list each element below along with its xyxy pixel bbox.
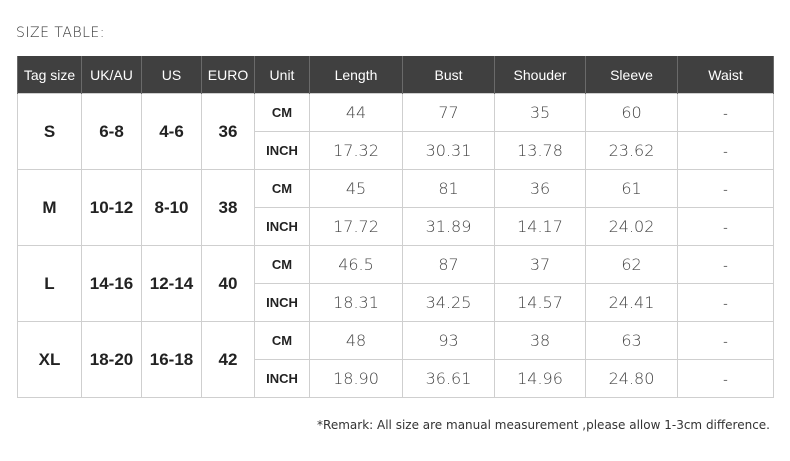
page-title: SIZE TABLE: bbox=[16, 25, 105, 41]
header-bust: Bust bbox=[403, 56, 495, 94]
header-us: US bbox=[142, 56, 202, 94]
size-table bbox=[17, 56, 774, 398]
tag-size-cell: XL bbox=[18, 322, 82, 398]
unit-cell: CM bbox=[255, 94, 310, 132]
length-cell: 18.90 bbox=[310, 360, 403, 398]
length-cell: 17.32 bbox=[310, 132, 403, 170]
sleeve-cell: 24.02 bbox=[586, 208, 678, 246]
tag-size-cell: S bbox=[18, 94, 82, 170]
header-waist: Waist bbox=[678, 56, 774, 94]
sleeve-cell: 63 bbox=[586, 322, 678, 360]
header-euro: EURO bbox=[202, 56, 255, 94]
bust-cell: 36.61 bbox=[403, 360, 495, 398]
waist-cell: - bbox=[678, 246, 774, 284]
sleeve-cell: 24.80 bbox=[586, 360, 678, 398]
tag-size-cell: L bbox=[18, 246, 82, 322]
sleeve-cell: 61 bbox=[586, 170, 678, 208]
shoulder-cell: 38 bbox=[495, 322, 586, 360]
euro-cell: 36 bbox=[202, 94, 255, 170]
euro-cell: 42 bbox=[202, 322, 255, 398]
header-shoulder: Shouder bbox=[495, 56, 586, 94]
sleeve-cell: 62 bbox=[586, 246, 678, 284]
tag-size-cell: M bbox=[18, 170, 82, 246]
header-row bbox=[18, 56, 774, 94]
us-cell: 12-14 bbox=[142, 246, 202, 322]
sleeve-cell: 23.62 bbox=[586, 132, 678, 170]
length-cell: 17.72 bbox=[310, 208, 403, 246]
bust-cell: 87 bbox=[403, 246, 495, 284]
table-row bbox=[18, 94, 774, 132]
bust-cell: 34.25 bbox=[403, 284, 495, 322]
shoulder-cell: 14.17 bbox=[495, 208, 586, 246]
bust-cell: 30.31 bbox=[403, 132, 495, 170]
unit-cell: CM bbox=[255, 170, 310, 208]
header-uk-au: UK/AU bbox=[82, 56, 142, 94]
waist-cell: - bbox=[678, 360, 774, 398]
uk-au-cell: 10-12 bbox=[82, 170, 142, 246]
uk-au-cell: 18-20 bbox=[82, 322, 142, 398]
sleeve-cell: 60 bbox=[586, 94, 678, 132]
length-cell: 44 bbox=[310, 94, 403, 132]
us-cell: 4-6 bbox=[142, 94, 202, 170]
table-row bbox=[18, 170, 774, 208]
unit-cell: CM bbox=[255, 322, 310, 360]
shoulder-cell: 37 bbox=[495, 246, 586, 284]
unit-cell: INCH bbox=[255, 360, 310, 398]
header-tag-size: Tag size bbox=[18, 56, 82, 94]
euro-cell: 38 bbox=[202, 170, 255, 246]
header-unit: Unit bbox=[255, 56, 310, 94]
bust-cell: 31.89 bbox=[403, 208, 495, 246]
table-row bbox=[18, 322, 774, 360]
shoulder-cell: 14.57 bbox=[495, 284, 586, 322]
uk-au-cell: 14-16 bbox=[82, 246, 142, 322]
length-cell: 46.5 bbox=[310, 246, 403, 284]
shoulder-cell: 14.96 bbox=[495, 360, 586, 398]
us-cell: 16-18 bbox=[142, 322, 202, 398]
waist-cell: - bbox=[678, 208, 774, 246]
waist-cell: - bbox=[678, 170, 774, 208]
unit-cell: INCH bbox=[255, 208, 310, 246]
header-length: Length bbox=[310, 56, 403, 94]
sleeve-cell: 24.41 bbox=[586, 284, 678, 322]
euro-cell: 40 bbox=[202, 246, 255, 322]
us-cell: 8-10 bbox=[142, 170, 202, 246]
waist-cell: - bbox=[678, 94, 774, 132]
table-row bbox=[18, 246, 774, 284]
waist-cell: - bbox=[678, 132, 774, 170]
waist-cell: - bbox=[678, 322, 774, 360]
remark-note: *Remark: All size are manual measurement ,please allow 1-3cm difference. bbox=[317, 418, 770, 432]
length-cell: 18.31 bbox=[310, 284, 403, 322]
bust-cell: 77 bbox=[403, 94, 495, 132]
shoulder-cell: 35 bbox=[495, 94, 586, 132]
length-cell: 48 bbox=[310, 322, 403, 360]
bust-cell: 81 bbox=[403, 170, 495, 208]
unit-cell: INCH bbox=[255, 284, 310, 322]
header-sleeve: Sleeve bbox=[586, 56, 678, 94]
bust-cell: 93 bbox=[403, 322, 495, 360]
shoulder-cell: 13.78 bbox=[495, 132, 586, 170]
waist-cell: - bbox=[678, 284, 774, 322]
shoulder-cell: 36 bbox=[495, 170, 586, 208]
unit-cell: CM bbox=[255, 246, 310, 284]
unit-cell: INCH bbox=[255, 132, 310, 170]
length-cell: 45 bbox=[310, 170, 403, 208]
uk-au-cell: 6-8 bbox=[82, 94, 142, 170]
